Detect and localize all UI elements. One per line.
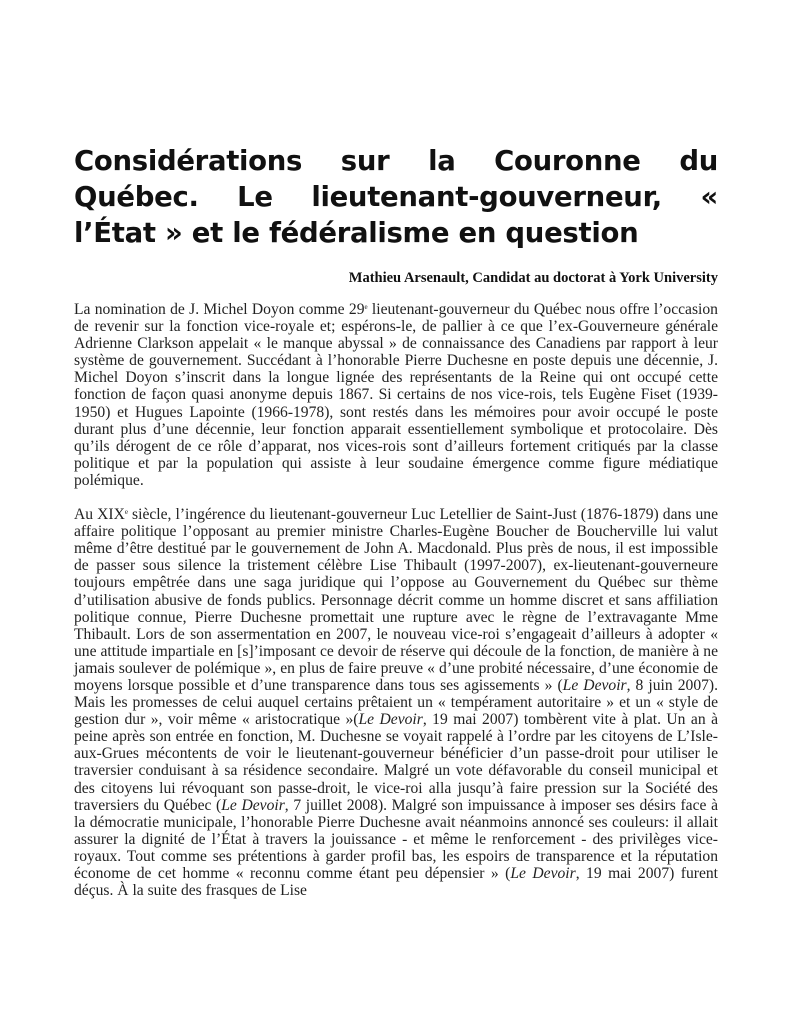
paragraph-2-text-f: ) furent déçus. À la suite des frasques de Lise bbox=[74, 865, 718, 900]
citation-date: , 8 juin 2007 bbox=[626, 676, 709, 694]
paragraph-1 bbox=[74, 301, 718, 489]
document-page bbox=[74, 0, 718, 899]
paragraph-2-text-e: ). Malgré son impuissance à imposer ses désirs face à la démocratie municipale, l’honorable Pierre Duchesne avait néanmoins annoncé ses couleurs: il allait assurer la dignité de l’État à travers la jouissance - et même le renforcement - des privilèges vice-royaux. Tout comme ses prétentions à garder profil bas, les espoirs de transparence et la réputation économe de cet homme « reconnu comme étant peu dépensier » ( bbox=[74, 796, 718, 882]
paragraph-2-text-b: siècle, l’ingérence du lieutenant-gouverneur Luc Letellier de Saint-Just (1876-1879) dans une affaire politique l’opposant au premier ministre Charles-Eugène Boucher de Boucherville lui valut même d’être destitué par le gouvernement de John A. Macdonald. Plus près de nous, il est impossible de passer sous silence la tristement célèbre Lise Thibault (1997-2007), ex-lieutenant-gouverneure toujours empêtrée dans une saga juridique qui l’oppose au Gouvernement du Québec sur thème d’utilisation abusive de fonds publics. Personnage décrit comme un homme discret et sans affiliation politique connue, Pierre Duchesne promettait une rupture avec le règne de l’extravagante Mme Thibault. Lors de son assermentation en 2007, le nouveau vice-roi s’engageait d’ailleurs à adopter « une attitude impartiale en [s]’imposant ce devoir de réserve qui découle de la fonction, de manière à ne jamais soulever de polémique », en plus de faire preuve « d’une probité nécessaire, d’une économie de moyens lorsque possible et d’une transparence dans tous ses agissements » ( bbox=[74, 506, 718, 694]
ordinal-suffix: e bbox=[364, 303, 368, 311]
citation-journal: Le Devoir bbox=[562, 676, 627, 694]
citation-date: , 7 juillet 2008 bbox=[284, 796, 378, 814]
paragraph-2-text-start: Au XIX bbox=[74, 506, 125, 524]
citation-journal: Le Devoir bbox=[358, 711, 423, 729]
paragraph-1-text-start: La nomination de J. Michel Doyon comme 29 bbox=[74, 301, 365, 318]
paragraph-2-text-c: ). Mais les promesses de celui auquel certains prêtaient un « tempérament autoritaire » et un « style de gestion dur », voir même « aristocratique »( bbox=[74, 676, 719, 729]
paragraph-2 bbox=[74, 506, 718, 899]
citation-date: , 19 mai 2007 bbox=[575, 865, 670, 882]
paragraph-2-text-d: ) tombèrent vite à plat. Un an à peine après son entrée en fonction, M. Duchesne se voyait rappelé à l’ordre par les citoyens de L’Isle-aux-Grues mécontents de voir le lieutenant-gouverneur bénéficier d’un passe-droit pour utiliser le traversier conduisant à sa résidence secondaire. Malgré un vote défavorable du conseil municipal et des citoyens lui révoquant son passe-droit, le vice-roi alla jusqu’à faire pression sur la Société des traversiers du Québec ( bbox=[74, 711, 718, 814]
citation-date: , 19 mai 2007 bbox=[422, 711, 514, 729]
century-suffix: e bbox=[124, 508, 128, 517]
article-author: Mathieu Arsenault, Candidat au doctorat à York University bbox=[348, 270, 718, 286]
article-title: Considérations sur la Couronne du Québec. Le lieutenant-gouverneur, « l’État » et le fédéralisme en question bbox=[74, 145, 718, 249]
citation-journal: Le Devoir bbox=[221, 796, 285, 814]
paragraph-1-text-rest: lieutenant-gouverneur du Québec nous offre l’occasion de revenir sur la fonction vice-royale et; espérons-le, de pallier à ce que l’ex-Gouverneure générale Adrienne Clarkson appelait « le manque abyssal » de connaissance des Canadiens par rapport à leur système de gouvernement. Succédant à l’honorable Pierre Duchesne en poste depuis une décennie, J. Michel Doyon s’inscrit dans la longue lignée des représentants de la Reine qui ont occupé cette fonction de façon quasi anonyme depuis 1867. Si certains de nos vice-rois, tels Eugène Fiset (1939-1950) et Hugues Lapointe (1966-1978), sont restés dans les mémoires pour avoir occupé le poste durant plus d’une décennie, leur fonction apparait essentiellement symbolique et protocolaire. Dès qu’ils dérogent de ce rôle d’apparat, nos vices-rois sont d’ailleurs fortement critiqués par la classe politique et par la population qui assiste à leur soudaine émergence comme figure médiatique polémique. bbox=[74, 301, 718, 489]
citation-journal: Le Devoir bbox=[510, 865, 576, 882]
